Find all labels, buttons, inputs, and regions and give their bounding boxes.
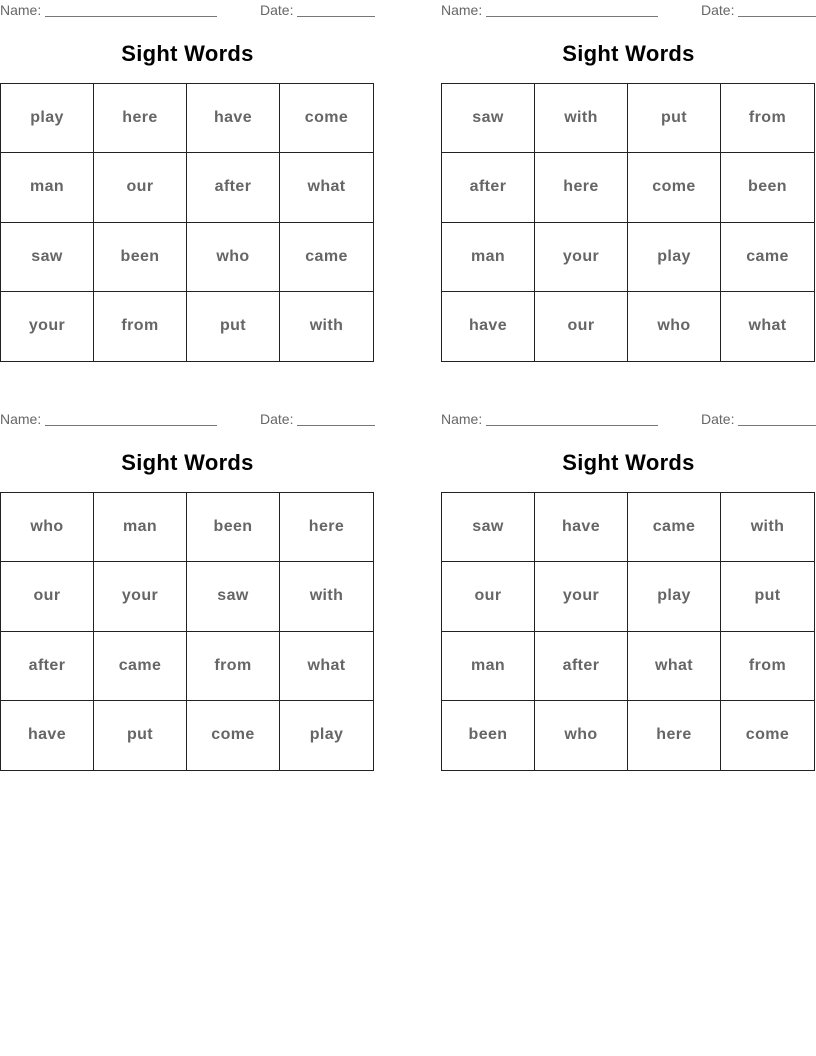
- word-cell: have: [187, 84, 280, 153]
- word-grid: [441, 83, 815, 362]
- card-title: Sight Words: [562, 450, 695, 475]
- word-cell: play: [1, 84, 94, 153]
- date-field[interactable]: [297, 16, 375, 17]
- word-cell: saw: [1, 223, 94, 292]
- word-cell: been: [442, 701, 535, 770]
- word-cell: what: [280, 632, 373, 701]
- word-cell: saw: [187, 562, 280, 631]
- word-cell: come: [187, 701, 280, 770]
- word-grid: [0, 492, 374, 771]
- word-grid: [441, 492, 815, 771]
- word-cell: here: [94, 84, 187, 153]
- word-cell: came: [628, 493, 721, 562]
- word-cell: your: [94, 562, 187, 631]
- word-cell: man: [1, 153, 94, 222]
- word-cell: who: [1, 493, 94, 562]
- word-grid: [0, 83, 374, 362]
- word-cell: came: [721, 223, 814, 292]
- name-field[interactable]: [486, 16, 658, 17]
- word-cell: been: [94, 223, 187, 292]
- word-cell: have: [442, 292, 535, 361]
- name-date-row: [441, 2, 816, 20]
- word-cell: after: [442, 153, 535, 222]
- word-cell: your: [535, 562, 628, 631]
- word-cell: who: [187, 223, 280, 292]
- word-cell: our: [442, 562, 535, 631]
- word-cell: play: [628, 223, 721, 292]
- name-label: Name:: [441, 2, 483, 18]
- word-cell: what: [628, 632, 721, 701]
- card-title: Sight Words: [562, 41, 695, 66]
- word-cell: come: [280, 84, 373, 153]
- sight-words-card: [441, 409, 816, 774]
- word-cell: came: [94, 632, 187, 701]
- date-label: Date:: [701, 2, 735, 18]
- date-label: Date:: [260, 411, 294, 427]
- date-label: Date:: [701, 411, 735, 427]
- word-cell: who: [535, 701, 628, 770]
- word-cell: here: [628, 701, 721, 770]
- word-cell: with: [280, 562, 373, 631]
- word-cell: with: [309, 317, 344, 335]
- word-cell: have: [1, 701, 94, 770]
- sight-words-card: [0, 0, 375, 365]
- name-field[interactable]: [45, 16, 217, 17]
- word-cell: saw: [442, 84, 535, 153]
- word-cell: play: [628, 562, 721, 631]
- date-label: Date:: [260, 2, 294, 18]
- word-cell: put: [721, 562, 814, 631]
- word-cell: after: [1, 632, 94, 701]
- word-cell: been: [721, 153, 814, 222]
- name-label: Name:: [0, 2, 42, 18]
- word-cell: with: [721, 493, 814, 562]
- word-cell: who: [628, 292, 721, 361]
- word-cell: here: [535, 153, 628, 222]
- word-cell: man: [442, 632, 535, 701]
- date-field[interactable]: [297, 425, 375, 426]
- name-date-row: [441, 411, 816, 429]
- word-cell: with: [535, 84, 628, 153]
- word-cell: our: [535, 292, 628, 361]
- word-cell: from: [721, 84, 814, 153]
- word-cell: put: [628, 84, 721, 153]
- word-cell: been: [187, 493, 280, 562]
- word-cell: what: [280, 153, 373, 222]
- word-cell: came: [280, 223, 373, 292]
- word-cell: put: [94, 701, 187, 770]
- word-cell: your: [535, 223, 628, 292]
- sight-words-card: [0, 409, 375, 774]
- name-date-row: [0, 2, 375, 20]
- word-cell: have: [535, 493, 628, 562]
- name-label: Name:: [0, 411, 42, 427]
- word-cell: your: [1, 292, 94, 361]
- word-cell: what: [748, 317, 787, 335]
- word-cell: play: [309, 726, 344, 744]
- name-field[interactable]: [45, 425, 217, 426]
- word-cell: from: [721, 632, 814, 701]
- word-cell: saw: [442, 493, 535, 562]
- word-cell: man: [94, 493, 187, 562]
- name-field[interactable]: [486, 425, 658, 426]
- word-cell: from: [94, 292, 187, 361]
- word-cell: here: [280, 493, 373, 562]
- word-cell: man: [442, 223, 535, 292]
- date-field[interactable]: [738, 16, 816, 17]
- word-cell: come: [628, 153, 721, 222]
- word-cell: our: [94, 153, 187, 222]
- word-cell: put: [187, 292, 280, 361]
- card-title: Sight Words: [121, 41, 254, 66]
- word-cell: come: [745, 726, 790, 744]
- sight-words-card: [441, 0, 816, 365]
- word-cell: from: [187, 632, 280, 701]
- word-cell: after: [187, 153, 280, 222]
- name-label: Name:: [441, 411, 483, 427]
- card-title: Sight Words: [121, 450, 254, 475]
- word-cell: after: [535, 632, 628, 701]
- date-field[interactable]: [738, 425, 816, 426]
- word-cell: our: [1, 562, 94, 631]
- name-date-row: [0, 411, 375, 429]
